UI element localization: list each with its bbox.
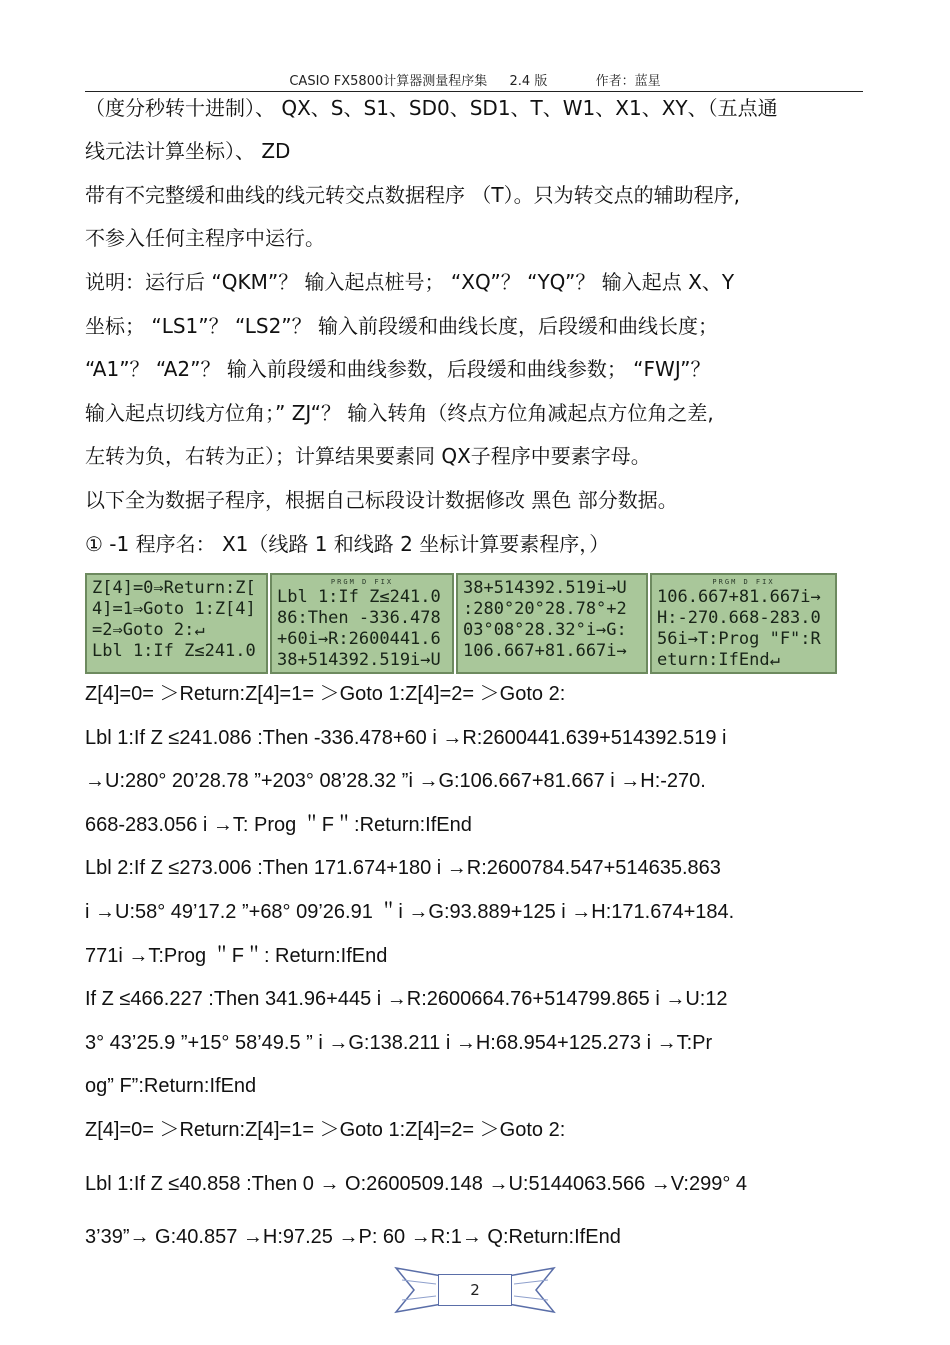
- lcd-line: =2⇒Goto 2:↵: [92, 620, 205, 640]
- code-line: Lbl 1:If Z ≤241.086 :Then -336.478+60 i →R:2600441.639+514392.519 i: [85, 727, 727, 749]
- lcd-line: Lbl 1:If Z≤241.0: [277, 587, 441, 607]
- lcd-screen: [456, 573, 648, 674]
- code-line: Lbl 1:If Z ≤40.858 :Then 0 → O:2600509.148 →U:5144063.566 →V:299° 4: [85, 1173, 748, 1195]
- lcd-screen: [85, 573, 268, 674]
- body-line: （度分秒转十进制）、 QX、S、S1、SD0、SD1、T、W1、X1、XY、（五点通: [85, 96, 778, 120]
- lcd-line: 38+514392.519i→U: [463, 578, 627, 598]
- lcd-screen: [650, 573, 837, 674]
- lcd-screen: [270, 573, 454, 674]
- code-line: i →U:58° 49’17.2 ”+68° 09’26.91 ＂i →G:93.889+125 i →H:171.674+184.: [85, 901, 735, 923]
- lcd-line: 106.667+81.667i→: [463, 641, 627, 661]
- code-line: 771i →T:Prog ＂F＂: Return:IfEnd: [85, 945, 388, 967]
- body-line: 左转为负，右转为正）；计算结果要素同 QX子程序中要素字母。: [85, 444, 651, 468]
- header-title: CASIO FX5800计算器测量程序集: [289, 74, 488, 89]
- code-line: Z[4]=0= ＞Return:Z[4]=1= ＞Goto 1:Z[4]=2= ＞Goto 2:: [85, 1119, 566, 1141]
- code-line: If Z ≤466.227 :Then 341.96+445 i →R:2600664.76+514799.865 i →U:12: [85, 988, 728, 1010]
- lcd-line: 106.667+81.667i→: [657, 587, 821, 607]
- body-line: 线元法计算坐标）、 ZD: [85, 139, 291, 163]
- lcd-line: H:-270.668-283.0: [657, 608, 821, 628]
- lcd-status-bar: PRGM D FIX: [330, 578, 394, 586]
- section-heading: ① -1 程序名： X1（线路 1 和线路 2 坐标计算要素程序，）: [85, 532, 610, 556]
- lcd-line: +60i→R:2600441.6: [277, 629, 441, 649]
- body-line: 以下全为数据子程序，根据自己标段设计数据修改 黑色 部分数据。: [85, 488, 678, 512]
- header-rule: [85, 91, 863, 92]
- lcd-line: Lbl 1:If Z≤241.0: [92, 641, 256, 661]
- code-line: Z[4]=0= ＞Return:Z[4]=1= ＞Goto 1:Z[4]=2= ＞Goto 2:: [85, 683, 566, 705]
- lcd-line: 86:Then -336.478: [277, 608, 441, 628]
- header-author: 作者：蓝星: [595, 74, 661, 89]
- lcd-line: 4]=1⇒Goto 1:Z[4]: [92, 599, 256, 619]
- lcd-status-bar: PRGM D FIX: [712, 578, 775, 586]
- lcd-line: :280°20°28.78°+2: [463, 599, 627, 619]
- lcd-line: 03°08°28.32°i→G:: [463, 620, 627, 640]
- code-line: 3’39”→ G:40.857 →H:97.25 →P: 60 →R:1→ Q:Return:IfEnd: [85, 1226, 621, 1248]
- code-line: og” F”:Return:IfEnd: [85, 1075, 257, 1097]
- header-version: 2.4 版: [509, 74, 548, 89]
- lcd-line: 38+514392.519i→U: [277, 650, 441, 670]
- code-line: →U:280° 20’28.78 ”+203° 08’28.32 ”i →G:106.667+81.667 i →H:-270.: [85, 770, 706, 792]
- code-line: Lbl 2:If Z ≤273.006 :Then 171.674+180 i →R:2600784.547+514635.863: [85, 857, 721, 879]
- lcd-line: Z[4]=0⇒Return:Z[: [92, 578, 256, 598]
- body-line: 说明：运行后 “QKM”？ 输入起点桩号； “XQ”？ “YQ”？ 输入起点 X、Y: [85, 270, 735, 294]
- calculator-screens: [85, 573, 837, 674]
- page-number: 2: [438, 1274, 512, 1306]
- page-footer: [392, 1260, 558, 1320]
- body-line: 坐标； “LS1”？ “LS2”？ 输入前段缓和曲线长度，后段缓和曲线长度；: [85, 314, 719, 338]
- lcd-line: 56i→T:Prog "F":R: [657, 629, 821, 649]
- lcd-line: eturn:IfEnd↵: [657, 650, 780, 670]
- running-header: [0, 70, 950, 89]
- body-line: 带有不完整缓和曲线的线元转交点数据程序 （T）。只为转交点的辅助程序,: [85, 183, 740, 207]
- code-line: 3° 43’25.9 ”+15° 58’49.5 ” i →G:138.211 i →H:68.954+125.273 i →T:Pr: [85, 1032, 713, 1054]
- body-line: 不参入任何主程序中运行。: [85, 226, 325, 250]
- body-line: 输入起点切线方位角；” ZJ“？ 输入转角（终点方位角减起点方位角之差,: [85, 401, 714, 425]
- code-line: 668-283.056 i →T: Prog ＂F＂:Return:IfEnd: [85, 814, 472, 836]
- body-line: “A1”？ “A2”？ 输入前段缓和曲线参数，后段缓和曲线参数； “FWJ”？: [85, 357, 711, 381]
